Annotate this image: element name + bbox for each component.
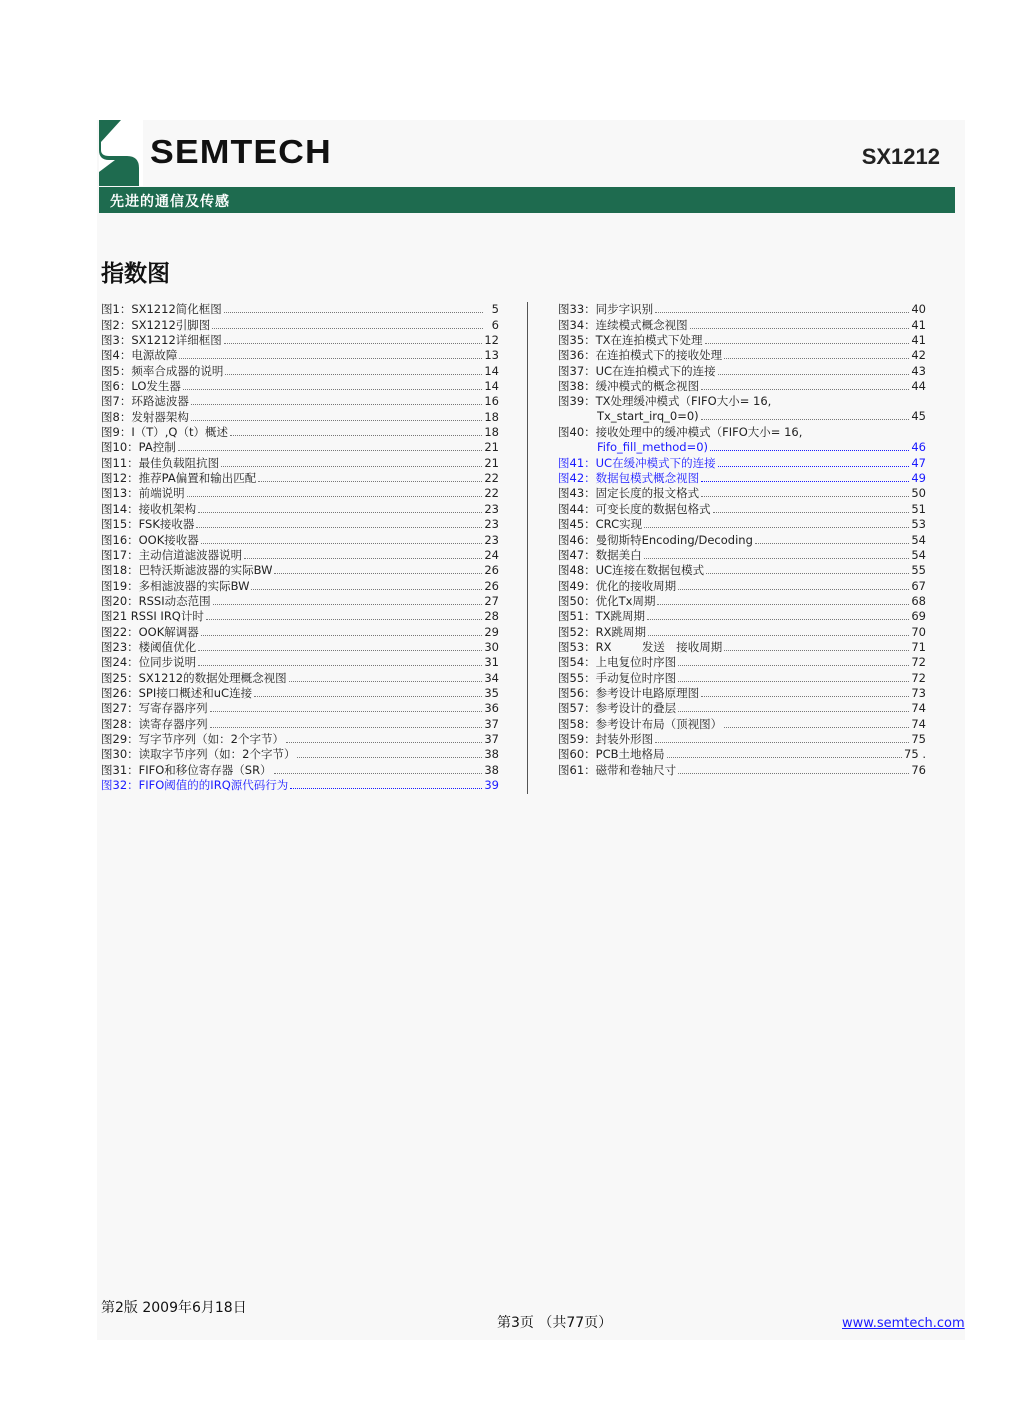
toc-entry-label: 图7：环路滤波器 bbox=[101, 394, 189, 409]
toc-entry-page: 23 bbox=[484, 501, 499, 516]
toc-entry[interactable] bbox=[558, 609, 926, 624]
toc-entry[interactable] bbox=[101, 333, 499, 348]
dot-leader bbox=[644, 527, 909, 528]
dot-leader bbox=[183, 389, 482, 390]
dot-leader bbox=[724, 727, 909, 728]
brand-name: SEMTECH bbox=[150, 133, 332, 170]
toc-entry-label: 图20：RSSI动态范围 bbox=[101, 593, 211, 608]
toc-entry-page: 40 bbox=[911, 302, 926, 317]
dot-leader bbox=[724, 358, 909, 359]
dot-leader bbox=[196, 527, 482, 528]
toc-entry[interactable] bbox=[558, 517, 926, 532]
toc-entry-label: 图8：发射器架构 bbox=[101, 409, 189, 424]
toc-entry[interactable] bbox=[101, 716, 499, 731]
toc-entry-page: 30 bbox=[484, 639, 499, 654]
toc-entry-label: 图39：TX处理缓冲模式（FIFO大小= 16, bbox=[558, 394, 772, 409]
toc-entry-page: 36 bbox=[484, 701, 499, 716]
dot-leader bbox=[644, 558, 910, 559]
dot-leader bbox=[286, 742, 482, 743]
toc-entry[interactable] bbox=[101, 747, 499, 762]
toc-entry-label: 图34：连续模式概念视图 bbox=[558, 317, 688, 332]
dot-leader bbox=[701, 696, 909, 697]
toc-entry[interactable] bbox=[101, 624, 499, 639]
dot-leader bbox=[755, 543, 909, 544]
toc-entry-page: 42 bbox=[911, 348, 926, 363]
dot-leader bbox=[258, 481, 482, 482]
toc-entry-label-continued: Fifo_fill_method=0) bbox=[597, 439, 709, 454]
dot-leader bbox=[657, 604, 909, 605]
toc-entry-page: 29 bbox=[484, 624, 499, 639]
toc-entry-label: 图45：CRC实现 bbox=[558, 517, 643, 532]
toc-entry-label: 图29：写字节序列（如：2个字节） bbox=[101, 731, 284, 746]
dot-leader bbox=[667, 757, 903, 758]
toc-entry-page: 18 bbox=[484, 425, 499, 440]
toc-entry-label: 图55：手动复位时序图 bbox=[558, 670, 677, 685]
toc-entry[interactable] bbox=[558, 686, 926, 701]
toc-entry-label: 图9：I（T）,Q（t）概述 bbox=[101, 425, 228, 440]
toc-entry[interactable] bbox=[558, 548, 926, 563]
toc-entry[interactable] bbox=[101, 440, 499, 455]
toc-entry-page: 68 bbox=[911, 593, 926, 608]
toc-entry[interactable] bbox=[101, 701, 499, 716]
toc-entry-label: 图59：封装外形图 bbox=[558, 731, 654, 746]
toc-entry-label: 图14：接收机架构 bbox=[101, 501, 197, 516]
toc-entry[interactable] bbox=[558, 471, 926, 486]
toc-entry-label: 图41：UC在缓冲模式下的连接 bbox=[558, 455, 716, 470]
toc-entry[interactable] bbox=[558, 624, 926, 639]
toc-entry[interactable] bbox=[101, 302, 499, 317]
toc-entry[interactable] bbox=[558, 425, 926, 456]
dot-leader bbox=[705, 343, 910, 344]
toc-entry-page: 49 bbox=[911, 471, 926, 486]
toc-entry[interactable] bbox=[101, 778, 499, 793]
toc-entry-label: 图18：巴特沃斯滤波器的实际BW bbox=[101, 563, 273, 578]
dot-leader bbox=[724, 650, 909, 651]
toc-entry-label: 图32：FIFO阈值的的IRQ源代码行为 bbox=[101, 778, 289, 792]
toc-entry[interactable] bbox=[101, 686, 499, 701]
toc-entry-page: 75 . bbox=[904, 747, 926, 762]
toc-entry-page: 41 bbox=[911, 317, 926, 332]
toc-entry[interactable] bbox=[101, 609, 499, 624]
toc-entry-page: 34 bbox=[484, 670, 499, 685]
website-link[interactable]: www.semtech.com bbox=[842, 1316, 965, 1331]
toc-entry[interactable] bbox=[101, 517, 499, 532]
toc-entry-page: 53 bbox=[911, 517, 926, 532]
toc-entry-label: 图2：SX1212引脚图 bbox=[101, 317, 211, 332]
dot-leader bbox=[201, 635, 483, 636]
dot-leader bbox=[251, 589, 482, 590]
dot-leader bbox=[647, 619, 909, 620]
toc-left-column bbox=[101, 302, 499, 793]
toc-entry-label: 图12：推荐PA偏置和输出匹配 bbox=[101, 471, 257, 486]
toc-entry[interactable] bbox=[101, 425, 499, 440]
toc-entry-label: 图19：多相滤波器的实际BW bbox=[101, 578, 250, 593]
toc-entry-label: 图44：可变长度的数据包格式 bbox=[558, 501, 711, 516]
toc-entry-page: 76 bbox=[911, 762, 926, 777]
toc-entry[interactable] bbox=[558, 501, 926, 516]
toc-entry-page: 44 bbox=[911, 379, 926, 394]
dot-leader bbox=[690, 328, 910, 329]
toc-entry-page: 72 bbox=[911, 670, 926, 685]
toc-entry-page: 16 bbox=[484, 394, 499, 409]
semtech-logo-icon bbox=[99, 120, 143, 186]
toc-entry-page: 50 bbox=[911, 486, 926, 501]
toc-entry-page: 23 bbox=[484, 532, 499, 547]
toc-entry[interactable] bbox=[558, 670, 926, 685]
toc-entry-label: 图53：RX 发送 接收周期 bbox=[558, 639, 723, 654]
toc-entry-page: 28 bbox=[484, 609, 499, 624]
toc-entry-page: 12 bbox=[484, 333, 499, 348]
toc-entry-label: 图5：频率合成器的说明 bbox=[101, 363, 224, 378]
toc-entry[interactable] bbox=[101, 594, 499, 609]
toc-entry-page: 22 bbox=[484, 486, 499, 501]
toc-entry-page: 21 bbox=[484, 455, 499, 470]
toc-entry-label: 图4：电源故障 bbox=[101, 348, 178, 363]
toc-entry[interactable] bbox=[101, 762, 499, 777]
toc-entry-label: 图47：数据美白 bbox=[558, 547, 642, 562]
toc-entry-label: 图22：OOK解调器 bbox=[101, 624, 199, 639]
toc-entry[interactable] bbox=[101, 317, 499, 332]
toc-entry-page: 6 bbox=[491, 317, 499, 332]
toc-entry[interactable] bbox=[558, 732, 926, 747]
dot-leader bbox=[706, 573, 909, 574]
toc-entry-label: 图1：SX1212简化框图 bbox=[101, 302, 222, 317]
toc-entry[interactable] bbox=[558, 486, 926, 501]
dot-leader bbox=[224, 343, 483, 344]
toc-entry-page: 47 bbox=[911, 455, 926, 470]
edition-date: 第2版 2009年6月18日 bbox=[101, 1300, 247, 1316]
toc-entry[interactable] bbox=[101, 455, 499, 470]
dot-leader bbox=[290, 788, 482, 789]
toc-entry-page: 14 bbox=[484, 363, 499, 378]
page-number: 第3页 （共77页） bbox=[497, 1315, 613, 1331]
toc-entry-label: 图61：磁带和卷轴尺寸 bbox=[558, 762, 677, 777]
toc-entry-label: 图33：同步字识别 bbox=[558, 302, 654, 317]
toc-entry-label: 图27：写寄存器序列 bbox=[101, 701, 208, 716]
dot-leader bbox=[187, 496, 483, 497]
toc-entry-page: 54 bbox=[911, 547, 926, 562]
toc-entry[interactable] bbox=[558, 762, 926, 777]
toc-entry[interactable] bbox=[101, 732, 499, 747]
toc-entry-page: 70 bbox=[911, 624, 926, 639]
dot-leader bbox=[224, 312, 483, 313]
toc-entry-label: 图36：在连拍模式下的接收处理 bbox=[558, 348, 723, 363]
toc-entry-label: 图38：缓冲模式的概念视图 bbox=[558, 379, 700, 394]
toc-entry-page: 71 bbox=[911, 639, 926, 654]
dot-leader bbox=[678, 711, 909, 712]
toc-entry-label: 图28：读寄存器序列 bbox=[101, 716, 208, 731]
toc-entry-page: 55 bbox=[911, 563, 926, 578]
dot-leader bbox=[718, 466, 910, 467]
toc-entry-label: 图43：固定长度的报文格式 bbox=[558, 486, 700, 501]
toc-entry-page: 14 bbox=[484, 379, 499, 394]
toc-entry-page: 26 bbox=[484, 563, 499, 578]
dot-leader bbox=[254, 696, 482, 697]
toc-entry-page: 74 bbox=[911, 716, 926, 731]
dot-leader bbox=[701, 389, 909, 390]
toc-entry[interactable] bbox=[101, 348, 499, 363]
toc-entry-label: 图13：前端说明 bbox=[101, 486, 185, 501]
toc-entry-page: 45 bbox=[911, 409, 926, 424]
toc-entry-label: 图30：读取字节序列（如：2个字节） bbox=[101, 747, 296, 762]
dot-leader bbox=[198, 650, 482, 651]
toc-entry[interactable] bbox=[558, 716, 926, 731]
dot-leader bbox=[648, 635, 909, 636]
toc-entry-label: 图48：UC连接在数据包模式 bbox=[558, 563, 705, 578]
dot-leader bbox=[274, 773, 483, 774]
dot-leader bbox=[655, 742, 909, 743]
toc-entry-page: 21 bbox=[484, 440, 499, 455]
toc-entry[interactable] bbox=[101, 532, 499, 547]
dot-leader bbox=[206, 619, 482, 620]
toc-entry-label: 图46：曼彻斯特Encoding/Decoding bbox=[558, 532, 753, 547]
toc-entry[interactable] bbox=[101, 409, 499, 424]
dot-leader bbox=[678, 665, 909, 666]
toc-entry[interactable] bbox=[101, 363, 499, 378]
toc-entry-page: 31 bbox=[484, 655, 499, 670]
toc-entry-page: 75 bbox=[911, 731, 926, 746]
toc-entry-page: 37 bbox=[484, 731, 499, 746]
dot-leader bbox=[244, 558, 482, 559]
toc-entry-label: 图57：参考设计的叠层 bbox=[558, 701, 677, 716]
dot-leader bbox=[210, 727, 483, 728]
toc-entry[interactable] bbox=[558, 333, 926, 348]
toc-entry[interactable] bbox=[101, 563, 499, 578]
dot-leader bbox=[289, 681, 483, 682]
toc-entry-page: 39 bbox=[484, 778, 499, 792]
toc-entry-label: 图31：FIFO和移位寄存器（SR） bbox=[101, 762, 272, 777]
toc-entry[interactable] bbox=[558, 594, 926, 609]
dot-leader bbox=[221, 466, 482, 467]
product-name: SX1212 bbox=[861, 144, 940, 169]
toc-entry-page: 27 bbox=[484, 593, 499, 608]
toc-entry-label: 图35：TX在连拍模式下处理 bbox=[558, 333, 703, 348]
toc-entry[interactable] bbox=[101, 655, 499, 670]
dot-leader bbox=[678, 773, 909, 774]
dot-leader bbox=[701, 481, 909, 482]
toc-entry-page: 35 bbox=[484, 685, 499, 700]
toc-entry-label: 图6：LO发生器 bbox=[101, 379, 181, 394]
toc-entry-label: 图51：TX跳周期 bbox=[558, 609, 646, 624]
dot-leader bbox=[718, 374, 910, 375]
toc-entry[interactable] bbox=[101, 394, 499, 409]
dot-leader bbox=[230, 435, 482, 436]
toc-entry-page: 23 bbox=[484, 517, 499, 532]
toc-entry-page: 5 bbox=[491, 302, 499, 317]
toc-entry-label: 图23：楼阈值优化 bbox=[101, 639, 197, 654]
toc-entry-page: 51 bbox=[911, 501, 926, 516]
dot-leader bbox=[678, 681, 909, 682]
toc-entry[interactable] bbox=[558, 363, 926, 378]
toc-entry[interactable] bbox=[558, 532, 926, 547]
dot-leader bbox=[274, 573, 482, 574]
toc-entry-label: 图49：优化的接收周期 bbox=[558, 578, 677, 593]
toc-entry-label: 图37：UC在连拍模式下的连接 bbox=[558, 363, 716, 378]
toc-entry-label-continued: Tx_start_irq_0=0) bbox=[597, 409, 699, 424]
toc-entry-page: 54 bbox=[911, 532, 926, 547]
toc-entry-label: 图24：位同步说明 bbox=[101, 655, 197, 670]
toc-entry-page: 72 bbox=[911, 655, 926, 670]
toc-entry-label: 图58：参考设计布局（顶视图） bbox=[558, 716, 723, 731]
toc-entry-page: 13 bbox=[484, 348, 499, 363]
toc-entry[interactable] bbox=[558, 563, 926, 578]
dot-leader bbox=[178, 450, 483, 451]
toc-entry-label: 图40：接收处理中的缓冲模式（FIFO大小= 16, bbox=[558, 424, 803, 439]
toc-entry[interactable] bbox=[558, 747, 926, 762]
dot-leader bbox=[297, 757, 482, 758]
dot-leader bbox=[225, 374, 482, 375]
toc-entry-page: 38 bbox=[484, 747, 499, 762]
toc-entry-page: 73 bbox=[911, 685, 926, 700]
dot-leader bbox=[655, 312, 909, 313]
toc-entry-label: 图15：FSK接收器 bbox=[101, 517, 195, 532]
tagline: 先进的通信及传感 bbox=[110, 194, 230, 210]
toc-entry-page: 24 bbox=[484, 547, 499, 562]
toc-entry[interactable] bbox=[101, 670, 499, 685]
toc-entry-label: 图60：PCB土地格局 bbox=[558, 747, 665, 762]
toc-entry-label: 图42：数据包模式概念视图 bbox=[558, 471, 700, 486]
column-divider bbox=[527, 302, 528, 794]
toc-entry-page: 74 bbox=[911, 701, 926, 716]
dot-leader bbox=[191, 404, 483, 405]
toc-entry-page: 46 bbox=[911, 439, 926, 454]
section-title: 指数图 bbox=[101, 261, 170, 287]
toc-entry-page: 41 bbox=[911, 333, 926, 348]
toc-entry[interactable] bbox=[101, 379, 499, 394]
toc-entry-page: 26 bbox=[484, 578, 499, 593]
toc-entry-label: 图16：OOK接收器 bbox=[101, 532, 199, 547]
dot-leader bbox=[198, 665, 482, 666]
toc-entry-label: 图50：优化Tx周期 bbox=[558, 593, 656, 608]
toc-entry-page: 38 bbox=[484, 762, 499, 777]
toc-entry-label: 图3：SX1212详细框图 bbox=[101, 333, 222, 348]
dot-leader bbox=[179, 358, 482, 359]
dot-leader bbox=[213, 604, 483, 605]
toc-entry-label: 图10：PA控制 bbox=[101, 440, 176, 455]
dot-leader bbox=[191, 420, 483, 421]
toc-entry-page: 69 bbox=[911, 609, 926, 624]
toc-entry-label: 图11：最佳负载阻抗图 bbox=[101, 455, 220, 470]
toc-entry[interactable] bbox=[101, 486, 499, 501]
dot-leader bbox=[710, 440, 909, 451]
toc-entry[interactable] bbox=[101, 471, 499, 486]
toc-entry-label: 图21 RSSI IRQ计时 bbox=[101, 609, 204, 624]
toc-entry[interactable] bbox=[558, 348, 926, 363]
toc-entry[interactable] bbox=[558, 379, 926, 394]
dot-leader bbox=[701, 496, 909, 497]
toc-entry-label: 图25：SX1212的数据处理概念视图 bbox=[101, 670, 287, 685]
toc-entry-label: 图26：SPI接口概述和uC连接 bbox=[101, 685, 253, 700]
toc-entry[interactable] bbox=[558, 701, 926, 716]
toc-entry-page: 18 bbox=[484, 409, 499, 424]
dot-leader bbox=[198, 512, 482, 513]
toc-right-column bbox=[558, 302, 926, 778]
toc-entry[interactable] bbox=[558, 640, 926, 655]
toc-entry[interactable] bbox=[558, 302, 926, 317]
toc-entry[interactable] bbox=[558, 578, 926, 593]
toc-entry-label: 图56：参考设计电路原理图 bbox=[558, 685, 700, 700]
dot-leader bbox=[678, 589, 909, 590]
toc-entry[interactable] bbox=[101, 501, 499, 516]
toc-entry-label: 图52：RX跳周期 bbox=[558, 624, 647, 639]
toc-entry[interactable] bbox=[558, 655, 926, 670]
toc-entry-label: 图17：主动信道滤波器说明 bbox=[101, 547, 243, 562]
toc-entry-page: 43 bbox=[911, 363, 926, 378]
toc-entry[interactable] bbox=[101, 640, 499, 655]
toc-entry-page: 37 bbox=[484, 716, 499, 731]
dot-leader bbox=[713, 512, 910, 513]
toc-entry[interactable] bbox=[558, 455, 926, 470]
toc-entry-label: 图54：上电复位时序图 bbox=[558, 655, 677, 670]
dot-leader bbox=[201, 543, 483, 544]
toc-entry[interactable] bbox=[558, 317, 926, 332]
dot-leader bbox=[701, 409, 910, 420]
dot-leader bbox=[210, 711, 483, 712]
toc-entry[interactable] bbox=[558, 394, 926, 425]
toc-entry-page: 67 bbox=[911, 578, 926, 593]
toc-entry[interactable] bbox=[101, 548, 499, 563]
dot-leader bbox=[212, 328, 483, 329]
toc-entry[interactable] bbox=[101, 578, 499, 593]
toc-entry-page: 22 bbox=[484, 471, 499, 486]
